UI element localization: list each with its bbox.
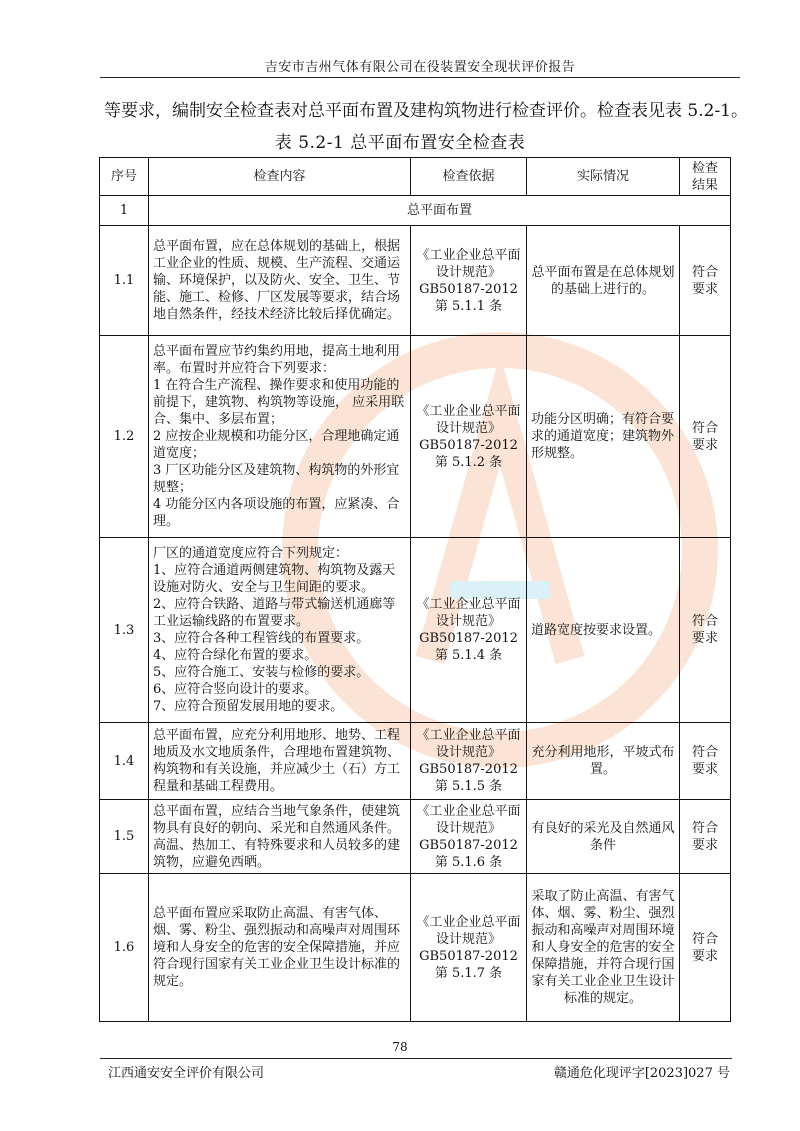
checklist-table [99,157,731,1022]
content-line: 7、应符合预留发展用地的要求。 [153,699,344,714]
table-row [100,336,731,538]
basis-line: 第 5.1.1 条 [434,298,503,314]
row-content: 总平面布置应采取防止高温、有害气体、烟、雾、粉尘、强烈振动和高噪声对周围环境和人身安全的危害的安全保障措施，并应符合现行国家有关工业企业卫生设计标准的规定。 [149,874,411,1022]
content-line: 3 厂区功能分区及建筑物、构筑物的外形宜规整； [153,463,400,495]
basis-line: 《工业企业总平面设计规范》 [416,247,521,280]
row-seq: 1.3 [100,538,149,723]
basis-line: 《工业企业总平面设计规范》 [416,597,521,629]
basis-line: GB50187-2012 [419,631,518,646]
result-line: 符合 [691,420,718,436]
row-basis [411,800,527,874]
row-seq: 1.6 [100,874,149,1022]
content-line: 1 在符合生产流程、操作要求和使用功能的前提下，建筑物、构筑物等设施， 应采用联合、集中、多层布置； [153,378,405,427]
basis-line: GB50187-2012 [419,437,518,453]
col-header-seq: 序号 [100,158,149,196]
row-basis [411,538,527,723]
basis-line: 《工业企业总平面设计规范》 [416,728,521,760]
basis-line: 第 5.1.5 条 [434,779,503,794]
row-actual: 有良好的采光及自然通风条件 [527,800,680,874]
row-actual: 充分利用地形，平坡式布置。 [527,723,680,800]
row-basis [411,336,527,538]
page-header: 吉安市吉州气体有限公司在役装置安全现状评价报告 [264,60,576,75]
page-number: 78 [392,1040,408,1054]
row-content: 总平面布置，应结合当地气象条件，使建筑物具有良好的朝向、采光和自然通风条件。高温、热加工、有特殊要求和人员较多的建筑物，应避免西晒。 [149,800,411,874]
row-result [680,336,731,538]
row-seq: 1.4 [100,723,149,800]
col-header-result-line: 结果 [691,177,718,193]
basis-line: 《工业企业总平面设计规范》 [416,403,521,436]
result-line: 要求 [691,281,718,297]
row-result [680,538,731,723]
row-content [149,336,411,538]
footer-company: 江西通安安全评价有限公司 [108,1066,265,1081]
basis-line: GB50187-2012 [419,837,518,853]
intro-paragraph: 等要求，编制安全检查表对总平面布置及建构筑物进行检查评价。检查表见表 5.2-1。 [104,101,748,121]
row-actual: 采取了防止高温、有害气体、烟、雾、粉尘、强烈振动和高噪声对周围环境和人身安全的危害的安全保障措施，并符合现行国家有关工业企业卫生设计标准的规定。 [527,874,680,1022]
result-line: 要求 [691,631,718,646]
content-line: 总平面布置应节约集约用地，提高土地利用率。布置时并应符合下列要求： [153,344,401,376]
table-row [100,800,731,874]
row-seq: 1.2 [100,336,149,538]
content-line: 5、应符合施工、安装与检修的要求。 [153,665,370,680]
col-header-basis: 检查依据 [411,158,527,196]
row-result [680,800,731,874]
row-actual: 道路宽度按要求设置。 [527,538,680,723]
table-row [100,874,731,1022]
row-basis [411,874,527,1022]
basis-line: 《工业企业总平面设计规范》 [416,803,521,836]
row-result [680,723,731,800]
result-line: 要求 [691,837,718,853]
footer-doc-number: 赣通危化现评字[2023]027 号 [553,1066,730,1081]
basis-line: 第 5.1.6 条 [434,854,503,870]
col-header-result [680,158,731,196]
basis-line: 第 5.1.4 条 [434,648,503,663]
row-basis [411,226,527,336]
result-line: 符合 [691,931,718,947]
row-content: 总平面布置，应在总体规划的基础上，根据工业企业的性质、规模、生产流程、交通运输、环境保护，以及防火、安全、卫生、节能、施工、检修、厂区发展等要求，结合场地自然条件，经技术经济比较后择优确定。 [149,226,411,336]
col-header-content: 检查内容 [149,158,411,196]
row-actual: 总平面布置是在总体规划的基础上进行的。 [527,226,680,336]
basis-line: 第 5.1.7 条 [434,965,503,981]
content-line: 4、应符合绿化布置的要求。 [153,648,318,663]
basis-line: GB50187-2012 [419,762,518,777]
row-basis [411,723,527,800]
row-actual: 功能分区明确；有符合要求的通道宽度；建筑物外形规整。 [527,336,680,538]
basis-line: GB50187-2012 [419,281,518,297]
basis-line: 第 5.1.2 条 [434,454,503,470]
result-line: 要求 [691,762,718,777]
table-header-row [100,158,731,196]
content-line: 1、应符合通道两侧建筑物、构筑物及露天设施对防火、安全与卫生间距的要求。 [153,563,396,595]
result-line: 符合 [691,264,718,280]
section-title: 总平面布置 [149,196,731,226]
basis-line: GB50187-2012 [419,948,518,964]
result-line: 符合 [691,614,718,629]
table-row [100,723,731,800]
result-line: 要求 [691,437,718,453]
result-line: 要求 [691,948,718,964]
content-line: 2、应符合铁路、道路与带式输送机通廊等工业运输线路的布置要求。 [153,597,396,629]
row-result [680,226,731,336]
table-row [100,538,731,723]
table-row [100,226,731,336]
section-row [100,196,731,226]
header-divider [100,77,740,78]
col-header-result-line: 检查 [691,160,718,176]
row-seq: 1.1 [100,226,149,336]
content-line: 3、应符合各种工程管线的布置要求。 [153,631,370,646]
footer-divider [100,1058,732,1059]
result-line: 符合 [691,745,718,760]
col-header-actual: 实际情况 [527,158,680,196]
section-seq: 1 [100,196,149,226]
row-content: 总平面布置，应充分利用地形、地势、工程地质及水文地质条件，合理地布置建筑物、构筑物和有关设施，并应减少土（石）方工程量和基础工程费用。 [149,723,411,800]
result-line: 符合 [691,820,718,836]
table-caption: 表 5.2-1 总平面布置安全检查表 [274,133,526,153]
content-line: 4 功能分区内各项设施的布置，应紧凑、合理。 [153,497,400,529]
row-result [680,874,731,1022]
basis-line: 《工业企业总平面设计规范》 [416,914,521,947]
content-line: 2 应按企业规模和功能分区，合理地确定通道宽度； [153,429,400,461]
content-line: 6、应符合竖向设计的要求。 [153,682,318,697]
row-seq: 1.5 [100,800,149,874]
content-line: 厂区的通道宽度应符合下列规定： [153,546,349,561]
row-content [149,538,411,723]
